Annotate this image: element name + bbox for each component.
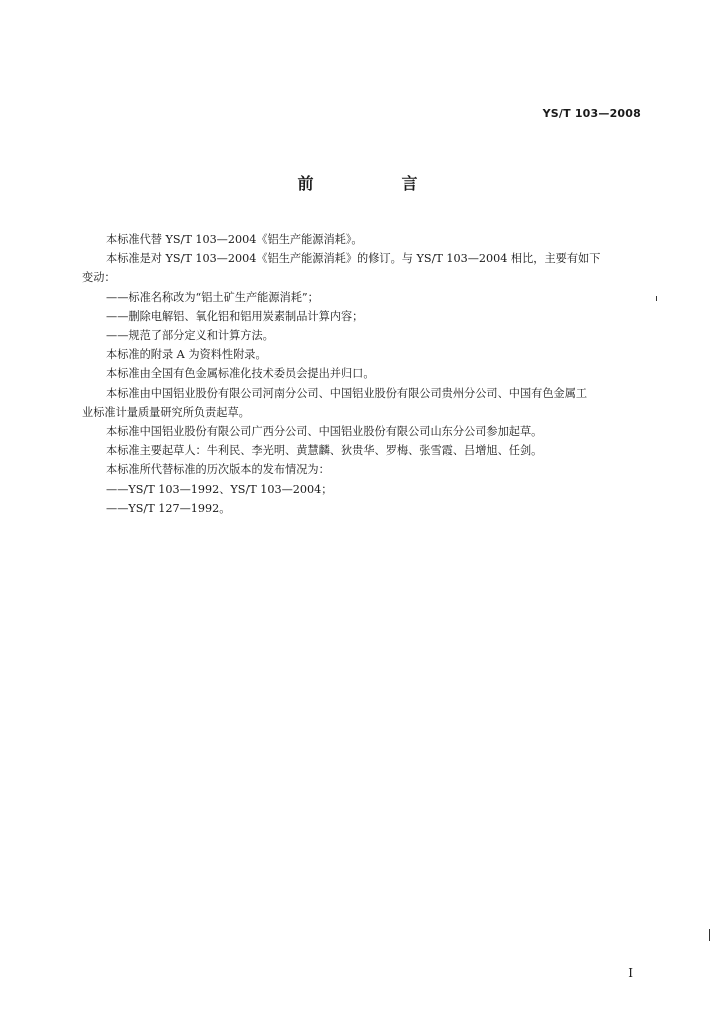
scan-mark — [709, 929, 710, 941]
foreword-body — [82, 230, 640, 518]
paragraph-annex: 本标准的附录 A 为资料性附录。 — [106, 348, 267, 362]
change-item-deleted: ——删除电解铝、氧化铝和铝用炭素制品计算内容； — [106, 309, 364, 323]
paragraph-drafted-by-line2: 业标准计量质量研究所负责起草。 — [82, 405, 250, 419]
paragraph-history: 本标准所代替标准的历次版本的发布情况为： — [106, 463, 330, 477]
page-number: I — [628, 966, 633, 980]
paragraph-participants: 本标准中国铝业股份有限公司广西分公司、中国铝业股份有限公司山东分公司参加起草。 — [106, 425, 543, 439]
history-item-2: ——YS/T 127—1992。 — [106, 501, 231, 515]
scan-mark — [656, 296, 657, 301]
page-title: 前 言 — [297, 174, 454, 193]
standard-code: YS/T 103—2008 — [542, 107, 641, 120]
history-item-1: ——YS/T 103—1992、YS/T 103—2004； — [106, 482, 333, 496]
change-item-title: ——标准名称改为“铝土矿生产能源消耗”； — [106, 290, 319, 304]
paragraph-replaces: 本标准代替 YS/T 103—2004《铝生产能源消耗》。 — [106, 233, 363, 246]
paragraph-proposed-by: 本标准由全国有色金属标准化技术委员会提出并归口。 — [106, 367, 375, 381]
paragraph-revision-line2: 变动： — [82, 271, 116, 285]
paragraph-drafters: 本标准主要起草人：牛利民、李光明、黄慧麟、狄贵华、罗梅、张雪霞、吕增旭、任剑。 — [106, 444, 543, 458]
paragraph-drafted-by-line1: 本标准由中国铝业股份有限公司河南分公司、中国铝业股份有限公司贵州分公司、中国有色金属工 — [106, 386, 588, 400]
change-item-definitions: ——规范了部分定义和计算方法。 — [106, 329, 274, 343]
paragraph-revision-line1: 本标准是对 YS/T 103—2004《铝生产能源消耗》的修订。与 YS/T 103—2004 相比，主要有如下 — [106, 252, 601, 266]
